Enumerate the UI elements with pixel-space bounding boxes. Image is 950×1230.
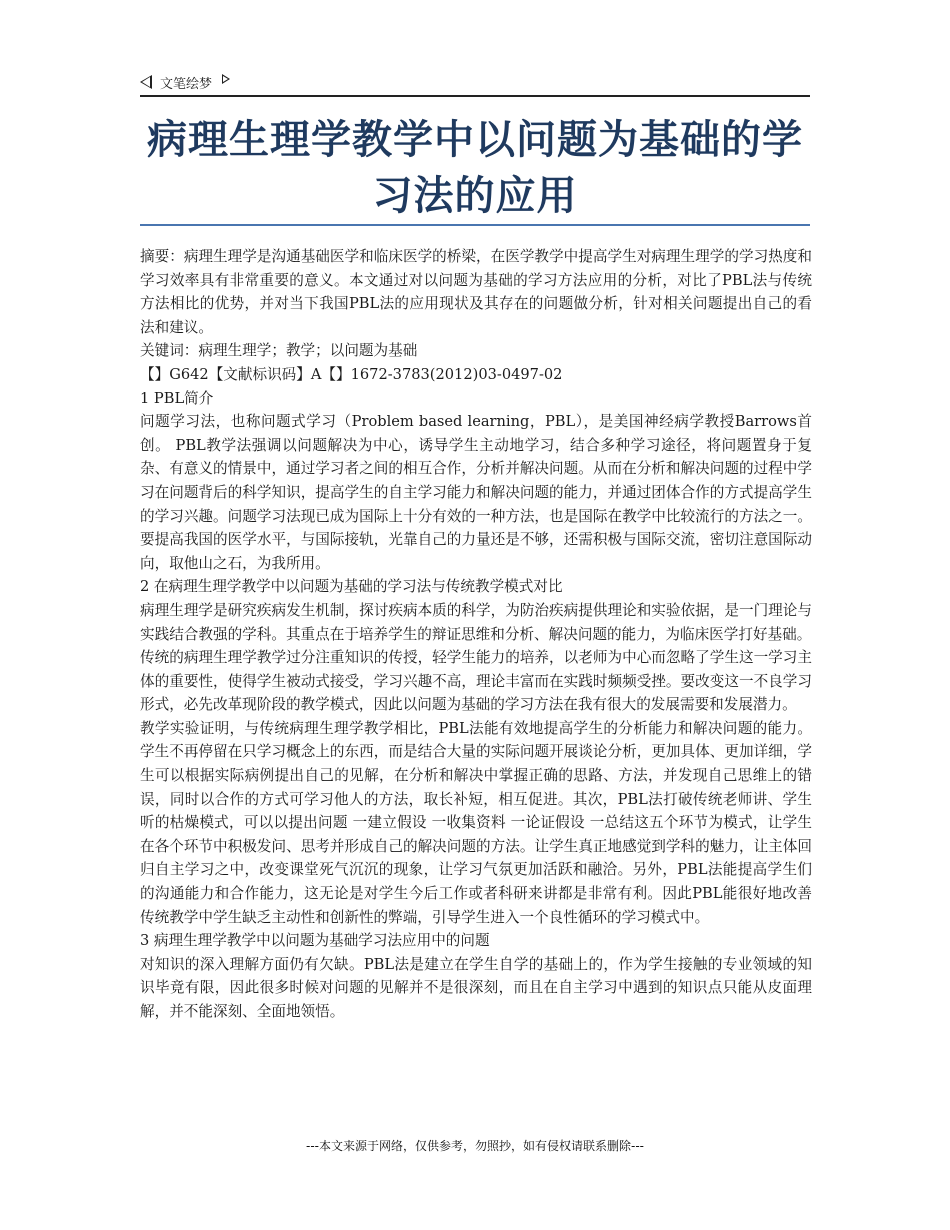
body-paragraph: 教学实验证明，与传统病理生理学教学相比，PBL法能有效地提高学生的分析能力和解决问题的能力。学生不再停留在只学习概念上的东西，而是结合大量的实际问题开展谈论分析，更加具体、更加详细，学生可以根据实际病例提出自己的见解，在分析和解决中掌握正确的思路、方法，并发现自己思维上的错误，同时以合作的方式可学习他人的方法，取长补短，相互促进。其次，PBL法打破传统老师讲、学生听的枯燥模式，可以以提出问题 一建立假设 一收集资料 一论证假设 一总结这五个环节为模式，让学生在各个环节中积极发问、思考并形成自己的解决问题的方法。让学生真正地感觉到学科的魅力，让主体回归自主学习之中，改变课堂死气沉沉的现象，让学习气氛更加活跃和融洽。另外，PBL法能提高学生们的沟通能力和合作能力，这无论是对学生今后工作或者科研来讲都是非常有利。因此PBL能很好地改善传统教学中学生缺乏主动性和创新性的弊端，引导学生进入一个良性循环的学习模式中。 <box>140 719 812 926</box>
body-paragraph: 病理生理学是研究疾病发生机制，探讨疾病本质的科学，为防治疾病提供理论和实验依据，是一门理论与实践结合教强的学科。其重点在于培养学生的辩证思维和分析、解决问题的能力，为临床医学打好基础。 <box>140 601 812 643</box>
keywords-line: 关键词：病理生理学；教学；以问题为基础 <box>140 342 418 360</box>
header-bar <box>140 70 810 94</box>
classification-line: 【】G642【文献标识码】A【】1672-3783(2012)03-0497-02 <box>140 365 563 383</box>
body-paragraph: 传统的病理生理学教学过分注重知识的传授，轻学生能力的培养，以老师为中心而忽略了学生这一学习主体的重要性，使得学生被动式接受，学习兴趣不高，理论丰富而在实践时频频受挫。要改变这一不良学习形式，必先改革现阶段的教学模式，因此以问题为基础的学习方法在我有很大的发展需要和发展潜力。 <box>140 649 812 714</box>
section-heading-1: 1 PBL简介 <box>140 389 214 407</box>
document-title: 病理生理学教学中以问题为基础的学习法的应用 <box>147 117 803 219</box>
right-triangle-icon <box>222 74 230 84</box>
body-paragraph: 问题学习法，也称问题式学习（Problem based learning，PBL），是美国神经病学教授Barrows首创。 PBL教学法强调以问题解决为中心，诱导学生主动地学习，结合多种学习途径，将问题置身于复杂、有意义的情景中，通过学习者之间的相互合作，分析并解决问题。从而在分析和解决问题的过程中学习在问题背后的科学知识，提高学生的自主学习能力和解决问题的能力，并通过团体合作的方式提高学生的学习兴趣。问题学习法现已成为国际上十分有效的一种方法，也是国际在教学中比较流行的方法之一。要提高我国的医学水平，与国际接轨，光靠自己的力量还是不够，还需积极与国际交流，密切注意国际动向，取他山之石，为我所用。 <box>140 413 812 572</box>
left-triangle-icon <box>140 75 152 89</box>
footer-disclaimer: ---本文来源于网络，仅供参考，勿照抄，如有侵权请联系删除--- <box>306 1139 644 1153</box>
abstract-paragraph: 摘要：病理生理学是沟通基础医学和临床医学的桥梁，在医学教学中提高学生对病理生理学的学习热度和学习效率具有非常重要的意义。本文通过对以问题为基础的学习方法应用的分析，对比了PBL法与传统方法相比的优势，并对当下我国PBL法的应用现状及其存在的问题做分析，针对相关问题提出自己的看法和建议。 <box>140 248 812 336</box>
section-heading-2: 2 在病理生理学教学中以问题为基础的学习法与传统教学模式对比 <box>140 578 563 596</box>
document-body <box>140 245 812 1024</box>
header-divider <box>140 95 810 97</box>
body-paragraph: 对知识的深入理解方面仍有欠缺。PBL法是建立在学生自学的基础上的，作为学生接触的专业领域的知识毕竟有限，因此很多时候对问题的见解并不是很深刻，而且在自主学习中遇到的知识点只能从皮面理解，并不能深刻、全面地领悟。 <box>140 955 812 1020</box>
section-heading-3: 3 病理生理学教学中以问题为基础学习法应用中的问题 <box>140 932 490 950</box>
title-divider <box>140 224 810 226</box>
header-brand: 文笔绘梦 <box>160 76 213 92</box>
